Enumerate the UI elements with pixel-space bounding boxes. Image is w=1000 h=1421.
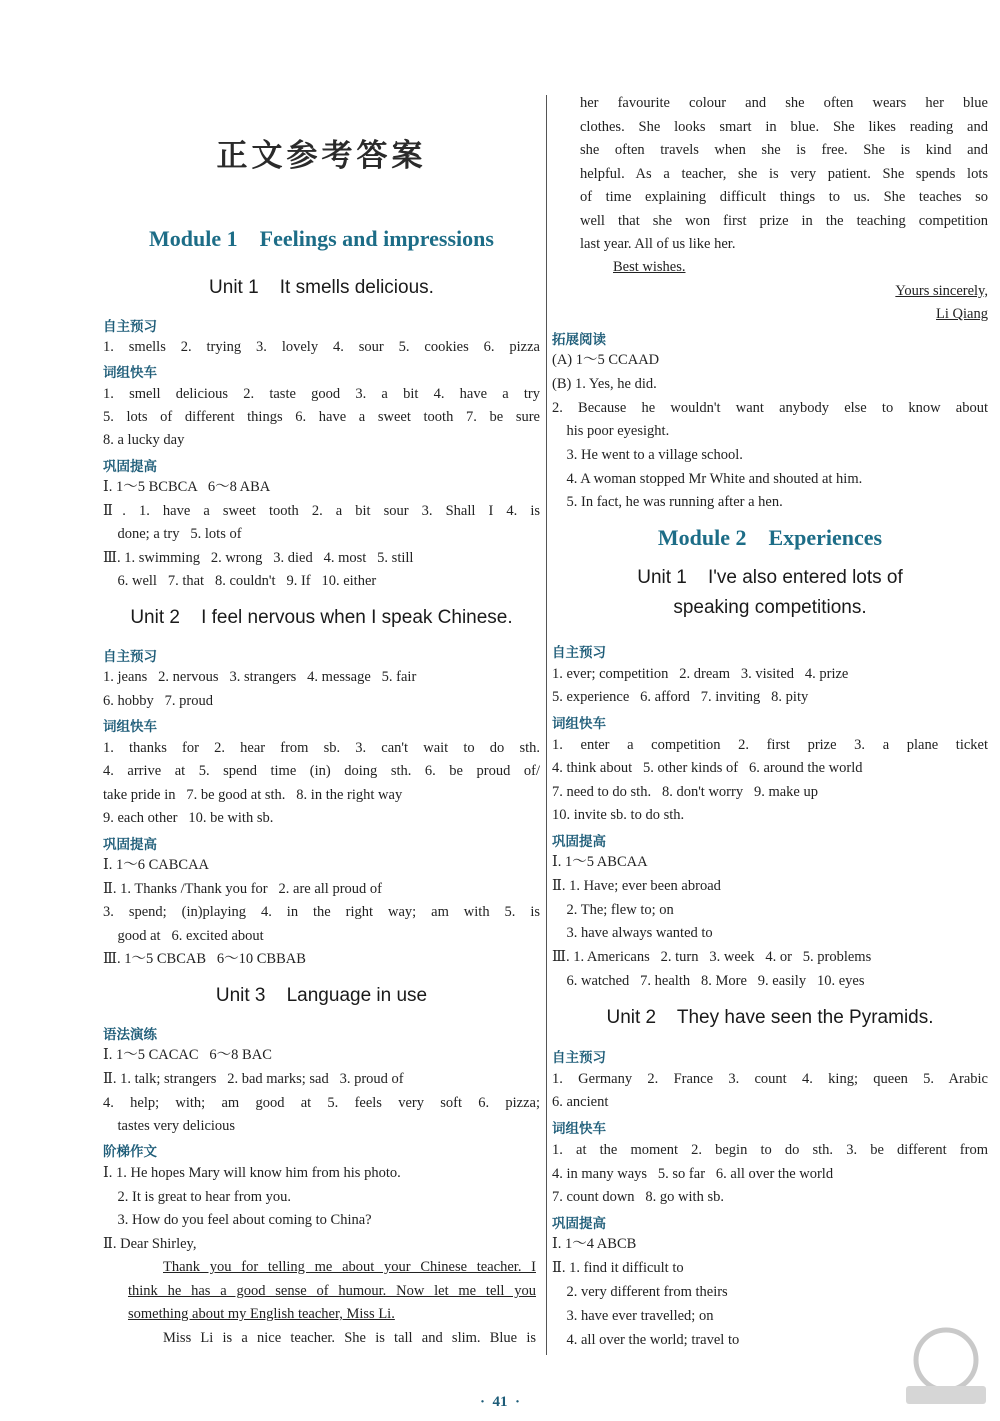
- answer-line: 2. Because he wouldn't want anybody else to know about: [552, 400, 988, 416]
- answer-line: (A) 1～5 CCAAD: [552, 352, 660, 368]
- answer-line: 5. experience 6. afford 7. inviting 8. pity: [552, 689, 809, 705]
- unit-3-title: Unit 3 Language in use: [215, 985, 428, 1006]
- letter-line: clothes. She looks smart in blue. She likes reading and: [580, 119, 988, 135]
- answer-line: 6. hobby 7. proud: [103, 693, 213, 709]
- answer-line: 2. very different from theirs: [552, 1284, 728, 1300]
- answer-line: Ⅱ. 1. have a sweet tooth 2. a bit sour 3. Shall I 4. is: [103, 503, 540, 519]
- answer-line: Ⅱ. 1. Thanks /Thank you for 2. are all proud of: [103, 881, 382, 897]
- answer-line: Ⅱ. 1. find it difficult to: [552, 1260, 684, 1276]
- answer-line: 3. spend; (in)playing 4. in the right way; am with 5. is: [103, 904, 540, 920]
- answer-line: Ⅱ. 1. talk; strangers 2. bad marks; sad 3. proud of: [103, 1071, 404, 1087]
- letter-line: helpful. As a teacher, she is very patient. She spends lots: [580, 166, 988, 182]
- answer-line: 6. ancient: [552, 1094, 609, 1110]
- section-heading: 自主预习: [103, 319, 157, 335]
- answer-line: 3. He went to a village school.: [552, 447, 743, 463]
- section-heading: 词组快车: [552, 716, 606, 732]
- answer-line: 7. count down 8. go with sb.: [552, 1189, 724, 1205]
- page-title: 正文参考答案: [216, 138, 427, 174]
- column-divider: [546, 95, 547, 1355]
- answer-line: 8. a lucky day: [103, 432, 185, 448]
- answer-line: 1. at the moment 2. begin to do sth. 3. be different from: [552, 1142, 988, 1158]
- answer-line: 1. Germany 2. France 3. count 4. king; queen 5. Arabic: [552, 1071, 988, 1087]
- answer-line: 1. ever; competition 2. dream 3. visited 4. prize: [552, 666, 849, 682]
- section-heading: 巩固提高: [552, 834, 606, 850]
- answer-line: his poor eyesight.: [552, 423, 670, 439]
- answer-line: 5. lots of different things 6. have a sweet tooth 7. be sure: [103, 409, 540, 425]
- answer-line: 4. in many ways 5. so far 6. all over the world: [552, 1166, 834, 1182]
- letter-closing: Best wishes.: [613, 259, 686, 275]
- letter-line: Miss Li is a nice teacher. She is tall and slim. Blue is: [163, 1330, 536, 1346]
- letter-line: she often travels when she is free. She is kind and: [580, 142, 988, 158]
- answer-line: 4. arrive at 5. spend time (in) doing sth. 6. be proud of/: [103, 763, 540, 779]
- answer-line: Ⅰ. 1. He hopes Mary will know him from his photo.: [103, 1165, 401, 1181]
- answer-line: 3. How do you feel about coming to China?: [103, 1212, 372, 1228]
- letter-line: well that she won first prize in the teaching competition: [580, 213, 988, 229]
- answer-line: take pride in 7. be good at sth. 8. in the right way: [103, 787, 403, 803]
- section-heading: 巩固提高: [103, 459, 157, 475]
- answer-line: tastes very delicious: [103, 1118, 236, 1134]
- answer-line: Ⅰ. 1～5 ABCAA: [552, 854, 648, 870]
- section-heading: 词组快车: [103, 719, 157, 735]
- answer-line: 6. well 7. that 8. couldn't 9. If 10. either: [103, 573, 377, 589]
- letter-line: her favourite colour and she often wears her blue: [580, 95, 988, 111]
- answer-line: Ⅰ. 1～4 ABCB: [552, 1236, 637, 1252]
- page-number: · 41 ·: [479, 1394, 520, 1410]
- answer-line: done; a try 5. lots of: [103, 526, 242, 542]
- answer-line: 2. The; flew to; on: [552, 902, 674, 918]
- answer-line: 3. have always wanted to: [552, 925, 713, 941]
- watermark-logo: [900, 1320, 992, 1412]
- answer-line: 3. have ever travelled; on: [552, 1308, 714, 1324]
- section-heading: 词组快车: [552, 1121, 606, 1137]
- letter-line: last year. All of us like her.: [580, 236, 736, 252]
- letter-yours: Yours sincerely,: [895, 283, 988, 299]
- answer-line: good at 6. excited about: [103, 928, 264, 944]
- answer-line: 4. A woman stopped Mr White and shouted at him.: [552, 471, 863, 487]
- answer-line: Ⅰ. 1～6 CABCAA: [103, 857, 210, 873]
- answer-line: Ⅱ. 1. Have; ever been abroad: [552, 878, 721, 894]
- letter-line: think he has a good sense of humour. Now let me tell you: [128, 1283, 536, 1299]
- module-2-heading: Module 2 Experiences: [657, 525, 883, 550]
- section-heading: 自主预习: [552, 645, 606, 661]
- answer-line: 1. thanks for 2. hear from sb. 3. can't wait to do sth.: [103, 740, 540, 756]
- section-heading: 巩固提高: [552, 1216, 606, 1232]
- unit-2-title: Unit 2 I feel nervous when I speak Chinese.: [130, 607, 513, 628]
- unit-1-title: Unit 1 It smells delicious.: [209, 277, 434, 298]
- section-heading: 自主预习: [552, 1050, 606, 1066]
- section-heading: 巩固提高: [103, 837, 157, 853]
- section-heading: 拓展阅读: [552, 332, 606, 348]
- answer-line: 7. need to do sth. 8. don't worry 9. make up: [552, 784, 818, 800]
- answer-line: (B) 1. Yes, he did.: [552, 376, 657, 392]
- answer-line: 4. all over the world; travel to: [552, 1332, 740, 1348]
- answer-line: Ⅲ. 1. Americans 2. turn 3. week 4. or 5. problems: [552, 949, 872, 965]
- answer-line: 1. jeans 2. nervous 3. strangers 4. message 5. fair: [103, 669, 417, 685]
- answer-line: 6. watched 7. health 8. More 9. easily 10. eyes: [552, 973, 865, 989]
- section-heading: 阶梯作文: [103, 1144, 157, 1160]
- answer-line: Ⅰ. 1～5 BCBCA 6～8 ABA: [103, 479, 271, 495]
- answer-line: Ⅲ. 1. swimming 2. wrong 3. died 4. most 5. still: [103, 550, 414, 566]
- answer-line: Ⅲ. 1～5 CBCAB 6～10 CBBAB: [103, 951, 306, 967]
- answer-line: 4. think about 5. other kinds of 6. around the world: [552, 760, 863, 776]
- module-1-heading: Module 1 Feelings and impressions: [149, 226, 494, 251]
- unit-1-title-line2: speaking competitions.: [673, 597, 867, 618]
- letter-line: something about my English teacher, Miss Li.: [128, 1306, 395, 1322]
- answer-line: 4. help; with; am good at 5. feels very soft 6. pizza;: [103, 1095, 540, 1111]
- unit-1-title: Unit 1 I've also entered lots of: [637, 567, 903, 588]
- answer-line: 2. It is great to hear from you.: [103, 1189, 292, 1205]
- answer-line: 9. each other 10. be with sb.: [103, 810, 274, 826]
- letter-line: Thank you for telling me about your Chinese teacher. I: [163, 1259, 536, 1275]
- unit-2-title: Unit 2 They have seen the Pyramids.: [606, 1007, 934, 1028]
- answer-line: 1. enter a competition 2. first prize 3. a plane ticket: [552, 737, 988, 753]
- section-heading: 语法演练: [103, 1027, 157, 1043]
- answer-line: Ⅰ. 1～5 CACAC 6～8 BAC: [103, 1047, 272, 1063]
- answer-line: Ⅱ. Dear Shirley,: [103, 1236, 197, 1252]
- section-heading: 词组快车: [103, 365, 157, 381]
- answer-line: 5. In fact, he was running after a hen.: [552, 494, 783, 510]
- letter-line: of time explaining difficult things to us. She teaches so: [580, 189, 988, 205]
- section-heading: 自主预习: [103, 649, 157, 665]
- letter-signature: Li Qiang: [936, 306, 988, 322]
- answer-line: 10. invite sb. to do sth.: [552, 807, 685, 823]
- answer-line: 1. smells 2. trying 3. lovely 4. sour 5. cookies 6. pizza: [103, 339, 540, 355]
- answer-line: 1. smell delicious 2. taste good 3. a bit 4. have a try: [103, 386, 540, 402]
